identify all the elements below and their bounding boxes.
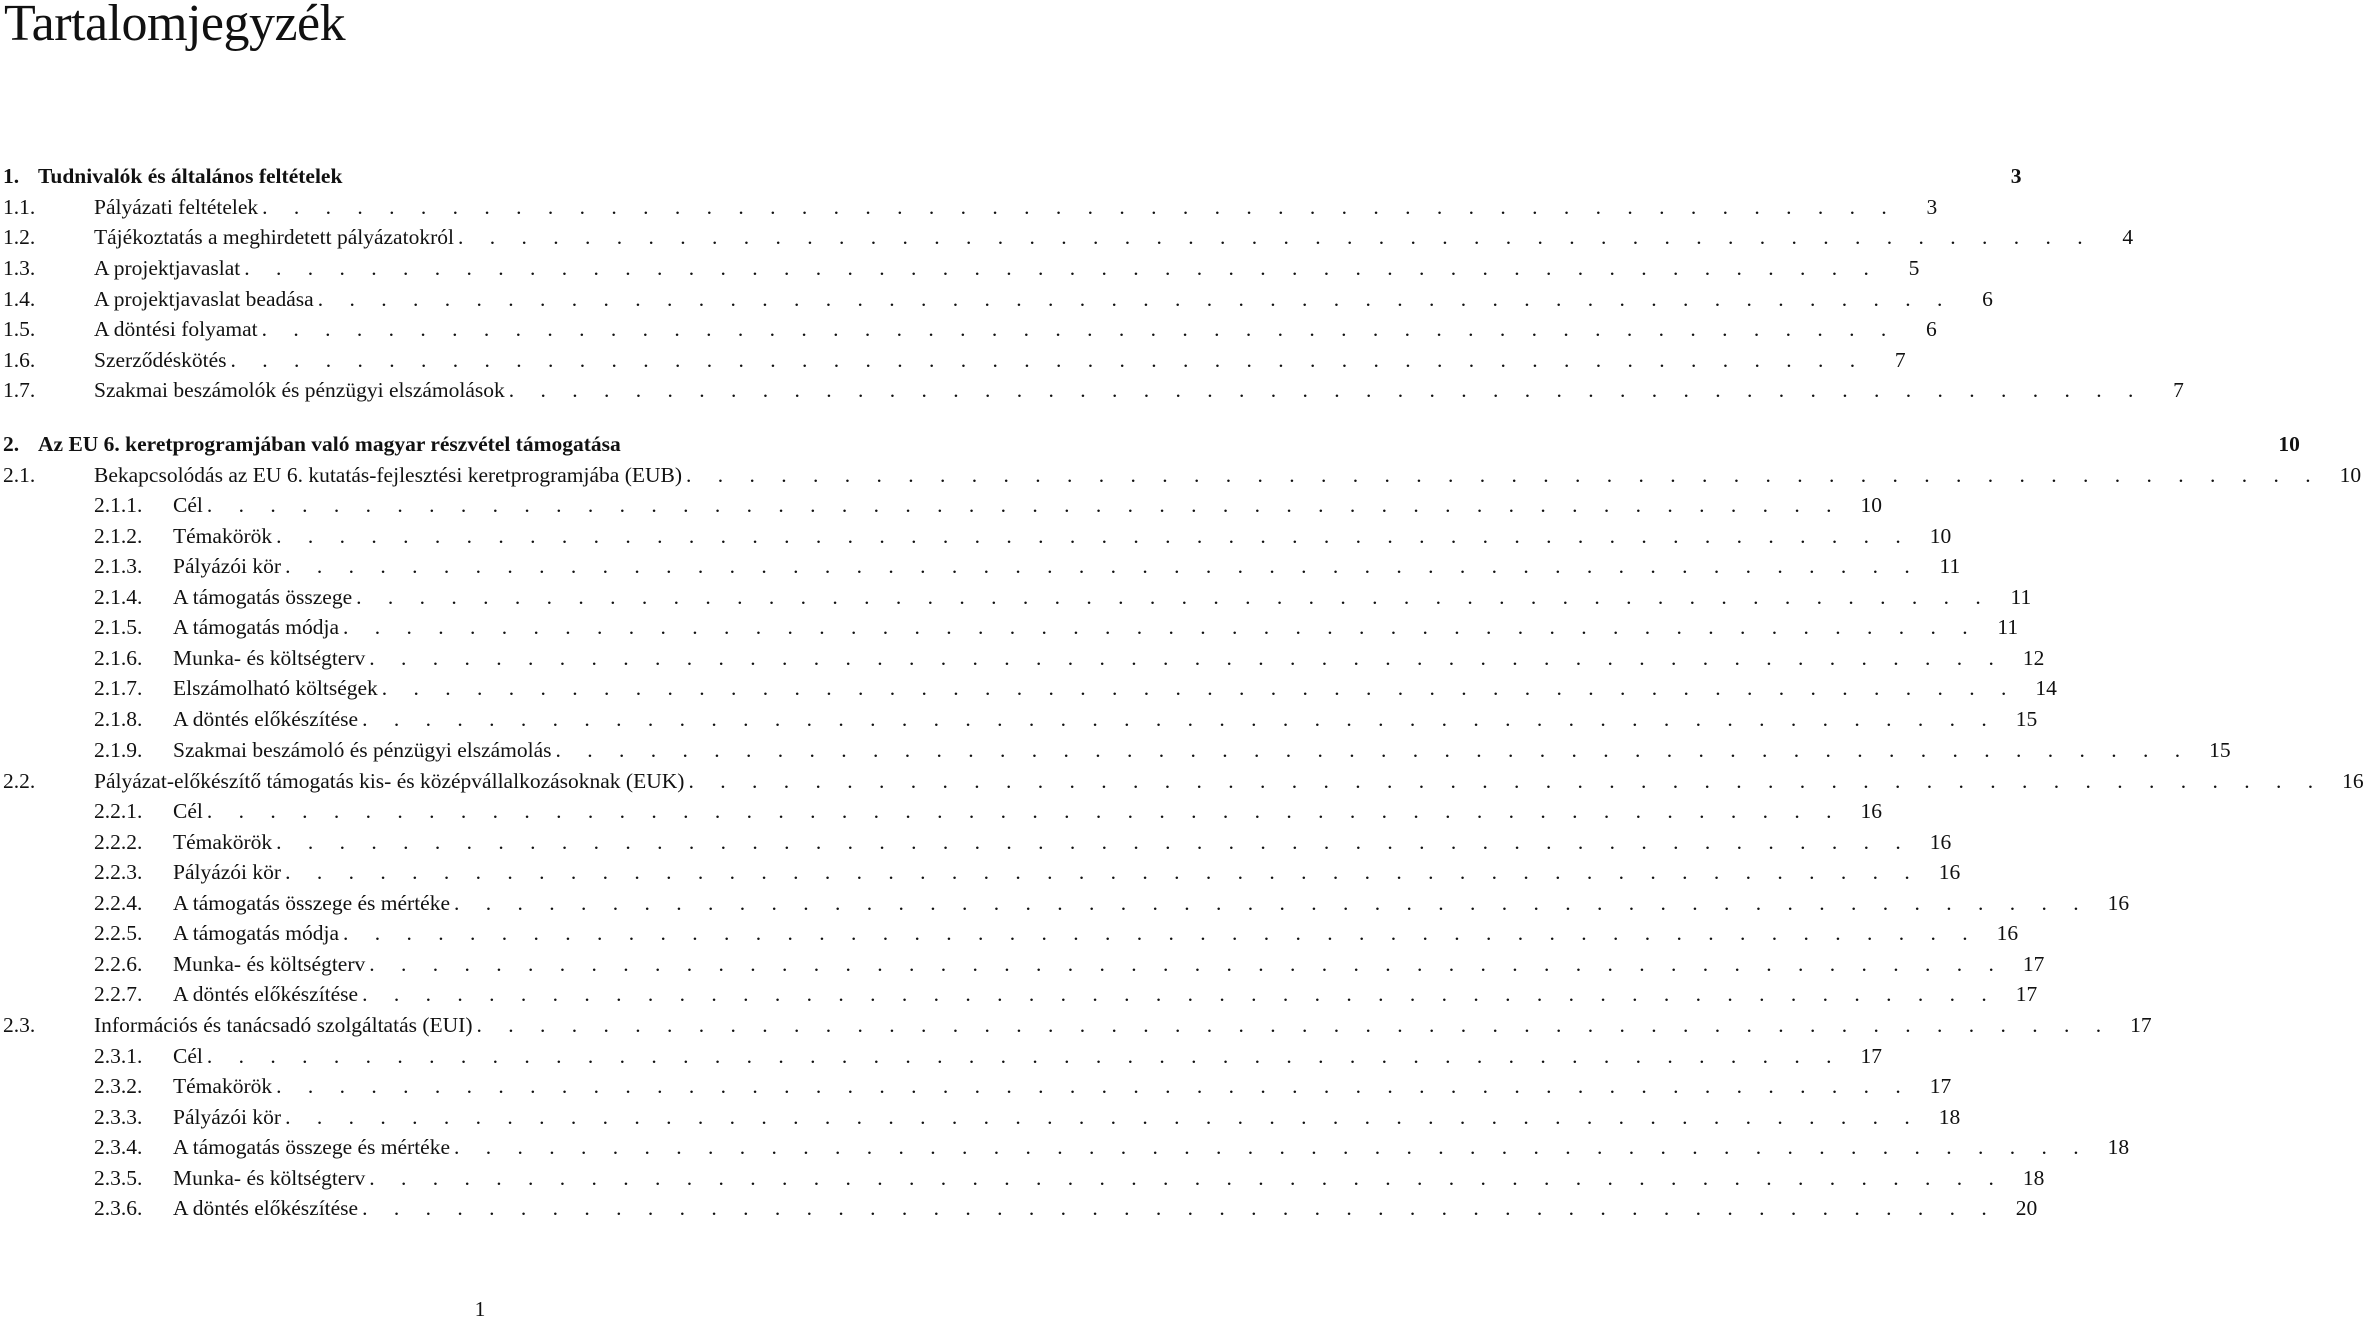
- dot-leader: . . . . . . . . . . . . . . . . . . . . . . . . . . . . . . . . . . . . . . . . . . . . . . . . . . . .: [476, 1013, 2112, 1037]
- toc-entry[interactable]: [0, 1010, 2152, 1040]
- toc-entry-title: Cél: [173, 493, 203, 517]
- toc-entry-page: 17: [2022, 952, 2045, 976]
- toc-entry[interactable]: [0, 1041, 1882, 1071]
- toc-entry-title: Munka- és költségterv: [173, 646, 366, 670]
- toc-entry-title: Témakörök: [173, 1074, 273, 1098]
- dot-leader: . . . . . . . . . . . . . . . . . . . . . . . . . . . . . . . . . . . . . . . . . . . . . . . . . . . .: [285, 860, 1921, 884]
- toc-entry-page: 7: [1894, 348, 1906, 372]
- toc-entry-page: 16: [1860, 799, 1882, 823]
- toc-entry-page: 6: [1982, 287, 1993, 311]
- toc-entry-title: Szerződéskötés: [94, 348, 227, 372]
- toc-entry[interactable]: [0, 1163, 2045, 1193]
- toc-entry-number: 1.3.: [3, 256, 36, 280]
- dot-leader: . . . . . . . . . . . . . . . . . . . . . . . . . . . . . . . . . . . . . . . . . . . . . . . . . . . .: [276, 524, 1912, 548]
- dot-leader: . . . . . . . . . . . . . . . . . . . . . . . . . . . . . . . . . . . . . . . . . . . . . . . . . . . .: [343, 615, 1979, 639]
- page-number-footer: 1: [474, 1297, 486, 1321]
- toc-entry-number: 2.2.4.: [94, 891, 143, 915]
- toc-entry-page: 5: [1908, 256, 1920, 280]
- toc-entry-page: 18: [2022, 1166, 2045, 1190]
- toc-entry-number: 2.3.6.: [94, 1196, 143, 1220]
- toc-entry-page: 17: [2130, 1013, 2152, 1037]
- toc-entry-title: Pályázói kör: [173, 554, 282, 578]
- dot-leader: . . . . . . . . . . . . . . . . . . . . . . . . . . . . . . . . . . . . . . . . . . . . . . . . . . . .: [508, 378, 2144, 402]
- dot-leader: . . . . . . . . . . . . . . . . . . . . . . . . . . . . . . . . . . . . . . . . . . . . . . . . . . . .: [262, 195, 1898, 219]
- dot-leader: . . . . . . . . . . . . . . . . . . . . . . . . . . . . . . . . . . . . . . . . . . . . . . . . . . . .: [362, 1196, 1998, 1220]
- toc-entry[interactable]: [0, 490, 1882, 520]
- dot-leader: . . . . . . . . . . . . . . . . . . . . . . . . . . . . . . . . . . . . . . . . . . . . . . . . . . . .: [276, 830, 1912, 854]
- toc-entry[interactable]: [0, 796, 1882, 826]
- toc-entry-title: Munka- és költségterv: [173, 952, 366, 976]
- toc-entry-page: 4: [2122, 225, 2134, 249]
- toc-entry[interactable]: [0, 192, 1938, 222]
- toc-entry-page: 17: [1860, 1044, 1882, 1068]
- toc-entry[interactable]: [0, 314, 1937, 344]
- toc-entry[interactable]: [0, 222, 2134, 252]
- dot-leader: . . . . . . . . . . . . . . . . . . . . . . . . . . . . . . . . . . . . . . . . . . . . . . . . . . . .: [688, 769, 2324, 793]
- toc-entry[interactable]: [0, 460, 2362, 490]
- toc-entry-title: Tudnivalók és általános feltételek: [38, 164, 343, 188]
- toc-entry-title: A döntés előkészítése: [173, 707, 359, 731]
- toc-entry[interactable]: [0, 1132, 2130, 1162]
- toc-entry-title: Elszámolható költségek: [173, 676, 378, 700]
- toc-entry[interactable]: [0, 1102, 1961, 1132]
- toc-entry-title: A döntés előkészítése: [173, 982, 359, 1006]
- toc-entry-page: 17: [1929, 1074, 1952, 1098]
- toc-entry-page: 16: [1996, 921, 2019, 945]
- toc-entry-page: 16: [2342, 769, 2364, 793]
- toc-entry[interactable]: [0, 979, 2038, 1009]
- toc-entry-title: Bekapcsolódás az EU 6. kutatás-fejlesztési keretprogramjába (EUB): [94, 463, 683, 487]
- toc-entry[interactable]: [0, 582, 2032, 612]
- toc-entry[interactable]: [0, 704, 2038, 734]
- toc-entry[interactable]: [0, 888, 2130, 918]
- toc-entry-title: A támogatás módja: [173, 921, 339, 945]
- toc-entry-page: 16: [2107, 891, 2130, 915]
- toc-entry-number: 2.2.2.: [94, 830, 143, 854]
- toc-entry[interactable]: [0, 551, 1961, 581]
- dot-leader: . . . . . . . . . . . . . . . . . . . . . . . . . . . . . . . . . . . . . . . . . . . . . . . . . . . .: [317, 287, 1953, 311]
- toc-entry-number: 2.1.6.: [94, 646, 143, 670]
- toc-entry-number: 2.2.6.: [94, 952, 143, 976]
- toc-entry-number: 2.2.1.: [94, 799, 143, 823]
- toc-entry-title: Témakörök: [173, 830, 273, 854]
- toc-entry-title: Témakörök: [173, 524, 273, 548]
- toc-entry[interactable]: [0, 643, 2045, 673]
- dot-leader: . . . . . . . . . . . . . . . . . . . . . . . . . . . . . . . . . . . . . . . . . . . . . . . . . . . .: [369, 1166, 2005, 1190]
- toc-entry-number: 2.1.7.: [94, 676, 143, 700]
- dot-leader: . . . . . . . . . . . . . . . . . . . . . . . . . . . . . . . . . . . . . . . . . . . . . . . . . . . .: [454, 1135, 2090, 1159]
- toc-entry-page: 10: [1929, 524, 1952, 548]
- toc-entry-page: 6: [1926, 317, 1937, 341]
- toc-entry-number: 2.: [3, 432, 20, 456]
- toc-entry-title: Cél: [173, 1044, 203, 1068]
- dot-leader: . . . . . . . . . . . . . . . . . . . . . . . . . . . . . . . . . . . . . . . . . . . . . . . . . . . .: [206, 1044, 1842, 1068]
- toc-entry-page: 17: [2015, 982, 2038, 1006]
- toc-entry-page: 15: [2015, 707, 2038, 731]
- toc-entry-page: 18: [2107, 1135, 2130, 1159]
- toc-entry[interactable]: [0, 521, 1952, 551]
- dot-leader: . . . . . . . . . . . . . . . . . . . . . . . . . . . . . . . . . . . . . . . . . . . . . . . . . . . .: [454, 891, 2090, 915]
- toc-entry-number: 2.1.2.: [94, 524, 143, 548]
- toc-entry-title: Pályázati feltételek: [94, 195, 259, 219]
- dot-leader: . . . . . . . . . . . . . . . . . . . . . . . . . . . . . . . . . . . . . . . . . . . . . . . . . . . .: [457, 225, 2094, 249]
- toc-entry-number: 2.2.: [3, 769, 36, 793]
- dot-leader: . . . . . . . . . . . . . . . . . . . . . . . . . . . . . . . . . . . . . . . . . . . . . . . . . . . .: [285, 554, 1921, 578]
- toc-entry-page: 16: [1938, 860, 1961, 884]
- toc-entry-number: 2.2.3.: [94, 860, 143, 884]
- toc-entry-page: 3: [1926, 195, 1938, 219]
- page-title: Tartalomjegyzék: [4, 0, 346, 52]
- toc-entry-number: 1.7.: [3, 378, 36, 402]
- toc-chapter-entry[interactable]: [0, 161, 2022, 191]
- toc-entry-title: Cél: [173, 799, 203, 823]
- dot-leader: . . . . . . . . . . . . . . . . . . . . . . . . . . . . . . . . . . . . . . . . . . . . . . . . . . . .: [276, 1074, 1912, 1098]
- toc-entry-number: 2.3.1.: [94, 1044, 143, 1068]
- toc-entry[interactable]: [0, 827, 1952, 857]
- toc-entry-page: 20: [2015, 1196, 2038, 1220]
- toc-entry-title: Pályázat-előkészítő támogatás kis- és középvállalkozásoknak (EUK): [94, 769, 685, 793]
- toc-entry-title: Szakmai beszámolók és pénzügyi elszámolások: [94, 378, 505, 402]
- toc-entry-number: 2.2.7.: [94, 982, 143, 1006]
- toc-entry-number: 2.3.2.: [94, 1074, 143, 1098]
- toc-entry-number: 1.4.: [3, 287, 36, 311]
- toc-entry[interactable]: [0, 918, 2019, 948]
- dot-leader: . . . . . . . . . . . . . . . . . . . . . . . . . . . . . . . . . . . . . . . . . . . . . . . . . . . .: [285, 1105, 1921, 1129]
- toc-entry[interactable]: [0, 949, 2045, 979]
- toc-entry[interactable]: [0, 766, 2364, 796]
- toc-entry-number: 2.2.5.: [94, 921, 143, 945]
- toc-entry-number: 2.3.3.: [94, 1105, 143, 1129]
- toc-entry-title: A támogatás összege: [173, 585, 353, 609]
- dot-leader: . . . . . . . . . . . . . . . . . . . . . . . . . . . . . . . . . . . . . . . . . . . . . . . . . . . .: [555, 738, 2191, 762]
- toc-entry[interactable]: [0, 1071, 1952, 1101]
- toc-entry-title: A támogatás összege és mértéke: [173, 891, 451, 915]
- toc-entry-title: A projektjavaslat: [94, 256, 241, 280]
- toc-entry-number: 2.1.8.: [94, 707, 143, 731]
- dot-leader: . . . . . . . . . . . . . . . . . . . . . . . . . . . . . . . . . . . . . . . . . . . . . . . . . . . .: [686, 463, 2322, 487]
- toc-entry-number: 2.3.4.: [94, 1135, 143, 1159]
- dot-leader: . . . . . . . . . . . . . . . . . . . . . . . . . . . . . . . . . . . . . . . . . . . . . . . . . . . .: [362, 982, 1998, 1006]
- toc-entry-title: A támogatás összege és mértéke: [173, 1135, 451, 1159]
- toc-entry-page: 10: [1860, 493, 1882, 517]
- dot-leader: . . . . . . . . . . . . . . . . . . . . . . . . . . . . . . . . . . . . . . . . . . . . . . . . . . . .: [206, 799, 1842, 823]
- toc-entry-page: 10: [2339, 463, 2362, 487]
- dot-leader: . . . . . . . . . . . . . . . . . . . . . . . . . . . . . . . . . . . . . . . . . . . . . . . . . . . .: [381, 676, 2017, 700]
- toc-entry-number: 2.1.: [3, 463, 36, 487]
- toc-entry-title: Az EU 6. keretprogramjában való magyar részvétel támogatása: [38, 432, 621, 456]
- toc-entry-page: 11: [1997, 615, 2019, 639]
- toc-entry-number: 2.1.9.: [94, 738, 143, 762]
- toc-entry[interactable]: [0, 345, 1906, 375]
- toc-entry-title: Szakmai beszámoló és pénzügyi elszámolás: [173, 738, 552, 762]
- toc-entry-number: 1.6.: [3, 348, 36, 372]
- toc-entry-number: 2.3.5.: [94, 1166, 143, 1190]
- toc-entry-number: 1.2.: [3, 225, 36, 249]
- toc-entry-number: 2.1.1.: [94, 493, 143, 517]
- toc-entry-number: 2.1.3.: [94, 554, 143, 578]
- toc-entry-title: Pályázói kör: [173, 860, 282, 884]
- toc-entry-page: 3: [2010, 164, 2022, 188]
- dot-leader: . . . . . . . . . . . . . . . . . . . . . . . . . . . . . . . . . . . . . . . . . . . . . . . . . . . .: [230, 348, 1866, 372]
- toc-chapter-entry[interactable]: [0, 429, 2300, 459]
- toc-entry-title: A döntési folyamat: [94, 317, 258, 341]
- toc-entry-page: 14: [2035, 676, 2057, 700]
- toc-entry-number: 2.3.: [3, 1013, 36, 1037]
- toc-entry-page: 16: [1929, 830, 1952, 854]
- dot-leader: . . . . . . . . . . . . . . . . . . . . . . . . . . . . . . . . . . . . . . . . . . . . . . . . . . . .: [362, 707, 1998, 731]
- toc-entry-page: 7: [2173, 378, 2184, 402]
- toc-entry-title: A döntés előkészítése: [173, 1196, 359, 1220]
- toc-entry-page: 12: [2022, 646, 2045, 670]
- toc-entry-title: Tájékoztatás a meghirdetett pályázatokról: [94, 225, 454, 249]
- toc-entry-page: 15: [2209, 738, 2231, 762]
- toc-entry-title: A támogatás módja: [173, 615, 339, 639]
- dot-leader: . . . . . . . . . . . . . . . . . . . . . . . . . . . . . . . . . . . . . . . . . . . . . . . . . . . .: [343, 921, 1979, 945]
- toc-entry[interactable]: [0, 375, 2184, 405]
- toc-entry-page: 18: [1938, 1105, 1961, 1129]
- toc-entry[interactable]: [0, 284, 1993, 314]
- dot-leader: . . . . . . . . . . . . . . . . . . . . . . . . . . . . . . . . . . . . . . . . . . . . . . . . . . . .: [261, 317, 1897, 341]
- toc-entry-number: 1.5.: [3, 317, 36, 341]
- dot-leader: . . . . . . . . . . . . . . . . . . . . . . . . . . . . . . . . . . . . . . . . . . . . . . . . . . . .: [369, 646, 2005, 670]
- dot-leader: . . . . . . . . . . . . . . . . . . . . . . . . . . . . . . . . . . . . . . . . . . . . . . . . . . . .: [369, 952, 2005, 976]
- toc-entry-page: 11: [1939, 554, 1961, 578]
- dot-leader: . . . . . . . . . . . . . . . . . . . . . . . . . . . . . . . . . . . . . . . . . . . . . . . . . . . .: [356, 585, 1992, 609]
- toc-entry-number: 1.1.: [3, 195, 36, 219]
- toc-entry[interactable]: [0, 735, 2231, 765]
- toc-entry-title: Munka- és költségterv: [173, 1166, 366, 1190]
- toc-entry[interactable]: [0, 1193, 2038, 1223]
- toc-entry-page: 10: [2278, 432, 2300, 456]
- toc-entry-number: 1.: [3, 164, 20, 188]
- toc-entry-title: A projektjavaslat beadása: [94, 287, 314, 311]
- dot-leader: . . . . . . . . . . . . . . . . . . . . . . . . . . . . . . . . . . . . . . . . . . . . . . . . . . . .: [244, 256, 1880, 280]
- toc-entry-number: 2.1.5.: [94, 615, 143, 639]
- toc-entry-title: Pályázói kör: [173, 1105, 282, 1129]
- dot-leader: . . . . . . . . . . . . . . . . . . . . . . . . . . . . . . . . . . . . . . . . . . . . . . . . . . . .: [206, 493, 1842, 517]
- toc-entry-title: Információs és tanácsadó szolgáltatás (EUI): [94, 1013, 473, 1037]
- toc-entry-number: 2.1.4.: [94, 585, 143, 609]
- toc-entry[interactable]: [0, 612, 2019, 642]
- toc-entry[interactable]: [0, 253, 1920, 283]
- toc-entry[interactable]: [0, 857, 1961, 887]
- toc-entry-page: 11: [2010, 585, 2032, 609]
- toc-entry[interactable]: [0, 673, 2057, 703]
